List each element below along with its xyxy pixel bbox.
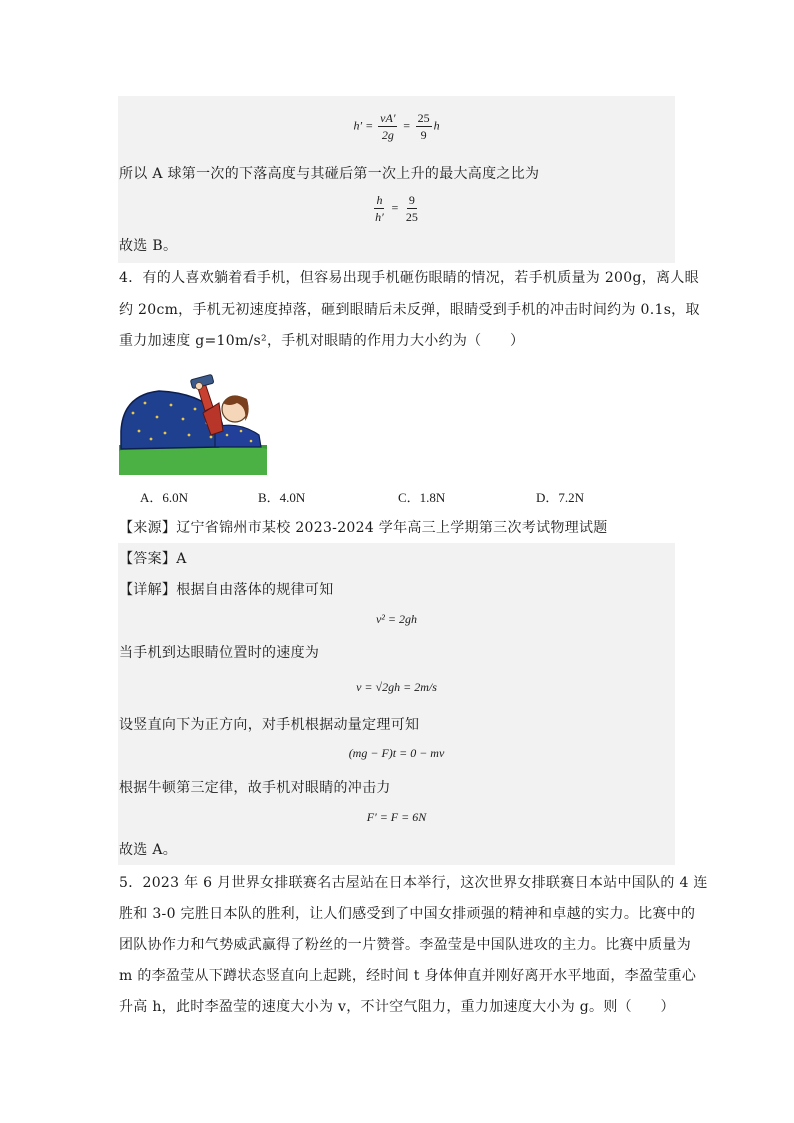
q5-line3: 团队协作力和气势威武赢得了粉丝的一片赞誉。李盈莹是中国队进攻的主力。比赛中质量为 bbox=[119, 937, 691, 953]
q4-formula-1: v² = 2gh bbox=[375, 612, 418, 626]
q5-line1: 5．2023 年 6 月世界女排联赛名古屋站在日本举行，这次世界女排联赛日本站中国队的 4 连 bbox=[119, 875, 708, 891]
q5-line2: 胜和 3-0 完胜日本队的胜利，让人们感受到了中国女排顽强的精神和卓越的实力。比赛中的 bbox=[119, 906, 696, 922]
ratio-intro: 所以 A 球第一次的下落高度与其碰后第一次上升的最大高度之比为 bbox=[119, 166, 540, 182]
q4-formula-2: v = √2gh = 2m/s bbox=[356, 680, 437, 694]
q4-formula-3: (mg − F)t = 0 − mv bbox=[348, 746, 445, 760]
person-in-bed-illustration bbox=[119, 373, 267, 475]
q4-option-a[interactable]: A．6.0N bbox=[140, 490, 189, 505]
q4-detail: 【详解】根据自由落体的规律可知 bbox=[119, 582, 334, 598]
q5-line5: 升高 h，此时李盈莹的速度大小为 v，不计空气阻力，重力加速度大小为 g。则（ ） bbox=[119, 999, 675, 1015]
q4-source: 【来源】辽宁省锦州市某校 2023-2024 学年高三上学期第三次考试物理试题 bbox=[119, 520, 608, 536]
q4-text-4: 根据牛顿第三定律，故手机对眼睛的冲击力 bbox=[119, 780, 391, 796]
q4-answer: 【答案】A bbox=[119, 551, 187, 567]
q4-text-3: 设竖直向下为正方向，对手机根据动量定理可知 bbox=[119, 717, 420, 733]
q5-line4: m 的李盈莹从下蹲状态竖直向上起跳，经时间 t 身体伸直并刚好离开水平地面，李盈莹重心 bbox=[119, 968, 697, 984]
q4-formula-4: F′ = F = 6N bbox=[366, 810, 427, 824]
q4-choose: 故选 A。 bbox=[119, 842, 178, 858]
q4-text-2: 当手机到达眼睛位置时的速度为 bbox=[119, 645, 320, 661]
q4-line2: 约 20cm，手机无初速度掉落，砸到眼睛后未反弹，眼睛受到手机的冲击时间约为 0.1s，取 bbox=[119, 302, 700, 318]
formula-ratio: $\frac{h}{h'}$ = $\frac{9}{25}$ bbox=[375, 193, 418, 224]
q4-option-d[interactable]: D．7.2N bbox=[536, 490, 585, 505]
q4-option-b[interactable]: B．4.0N bbox=[258, 490, 306, 505]
q4-option-c[interactable]: C．1.8N bbox=[398, 490, 446, 505]
q4-line3: 重力加速度 g=10m/s²，手机对眼睛的作用力大小约为（ ） bbox=[119, 333, 525, 349]
choose-b: 故选 B。 bbox=[119, 238, 178, 254]
q4-line1: 4．有的人喜欢躺着看手机，但容易出现手机砸伤眼睛的情况，若手机质量为 200g，离人眼 bbox=[119, 270, 699, 286]
formula-h-prime: h′ = $\frac{vA'}{2g}$ = $\frac{25}{9}$ h bbox=[353, 111, 440, 142]
